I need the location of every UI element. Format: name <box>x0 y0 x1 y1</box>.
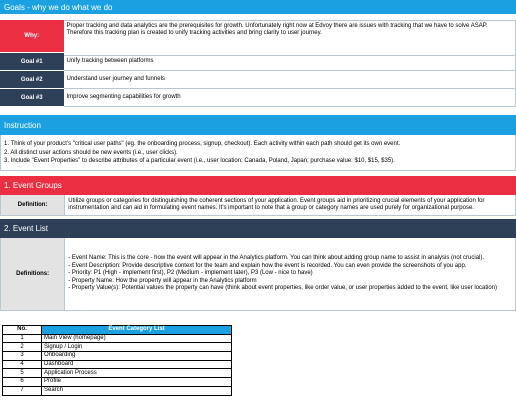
table-row <box>3 343 232 352</box>
event-groups-definition-text: Utilize groups or categories for distinguishing the coherent sections of your application. Event groups aid in prioritizing crucial elements of your application for instrumentation and can aid in formulating event names. It's important to note that a group or category names are used purely for organizational purpose. <box>65 195 516 216</box>
goal-3-label: Goal #3 <box>0 89 64 106</box>
category-name: Profile <box>42 378 232 387</box>
event-groups-definition-label: Definition: <box>0 195 65 216</box>
instruction-line-1: 1. Think of your product's "critical user paths" (eg. the onboarding process, signup, checkout). Each activity within each path should get its own event. <box>4 141 401 147</box>
category-no: 6 <box>3 378 42 387</box>
event-category-table <box>2 325 232 396</box>
definition-line-priority: - Priority: P1 (High - implement first), P2 (Medium - implement later), P3 (Low - nice to have) <box>68 270 313 277</box>
category-no: 2 <box>3 343 42 352</box>
goal-3-text: Improve segmenting capabilities for growth <box>64 89 516 107</box>
goals-header-text: Goals - why we do what we do <box>4 2 113 12</box>
instruction-header <box>0 115 516 135</box>
table-row <box>3 352 232 361</box>
instruction-line-2: 2. All distinct user actions should be new events (i.e., user clicks). <box>4 149 178 156</box>
category-name: Onboarding <box>42 352 232 361</box>
goals-header <box>0 0 516 14</box>
event-groups-header-text: 1. Event Groups <box>4 181 62 190</box>
category-name: Search <box>42 386 232 395</box>
table-row <box>3 378 232 387</box>
goal-2-text: Understand user journey and funnels <box>64 71 516 89</box>
col-no-header: No. <box>3 326 42 335</box>
instruction-body <box>0 135 516 171</box>
category-name: Main View (homepage) <box>42 334 232 343</box>
event-list-definitions-text <box>65 238 516 311</box>
goal-1-text: Unify tracking between platforms <box>64 53 516 71</box>
category-name: Application Process <box>42 369 232 378</box>
table-row <box>3 386 232 395</box>
goal-row-2 <box>0 71 516 88</box>
goals-why-row <box>0 20 516 52</box>
category-no: 4 <box>3 360 42 369</box>
instruction-line-3: 3. Include "Event Properties" to describe attributes of a particular event (i.e., user location: Canada, Poland, Japan; purchase value: $10, $15, $35). <box>4 158 395 165</box>
category-no: 3 <box>3 352 42 361</box>
goal-2-label: Goal #2 <box>0 71 64 88</box>
table-row <box>3 360 232 369</box>
category-no: 5 <box>3 369 42 378</box>
event-groups-header <box>0 176 516 195</box>
definition-line-property-values: - Property Value(s): Potential values the property can have (think about event properties, like order value, or user properties added to the event, like user location) <box>68 285 498 292</box>
category-no: 7 <box>3 386 42 395</box>
event-groups-row <box>0 195 516 215</box>
instruction-header-text: Instruction <box>4 120 41 130</box>
event-list-header <box>0 219 516 238</box>
definition-line-event-name: - Event Name: This is the core - how the event will appear in the Analytics platform. You can think about adding group name to assist in analysis (not crucial). <box>68 255 485 262</box>
event-list-definitions-label: Definitions: <box>0 238 65 311</box>
definition-line-property-name: - Property Name: How the property will appear in the Analytics platform <box>68 277 257 284</box>
col-category-header: Event Category List <box>42 326 232 335</box>
category-name: Dashboard <box>42 360 232 369</box>
goal-row-1 <box>0 53 516 70</box>
table-header-row <box>3 326 232 335</box>
category-no: 1 <box>3 334 42 343</box>
goal-row-3 <box>0 89 516 106</box>
definition-line-event-description: - Event Description: Provide descriptive context for the team and explain how the event is recorded. You can even provide the screenshots of you app. <box>68 262 467 269</box>
event-list-header-text: 2. Event List <box>4 224 49 233</box>
event-list-row <box>0 238 516 310</box>
why-label: Why: <box>0 20 64 52</box>
goal-1-label: Goal #1 <box>0 53 64 70</box>
category-name: Signup / Login <box>42 343 232 352</box>
table-row <box>3 369 232 378</box>
table-row <box>3 334 232 343</box>
why-text: Proper tracking and data analytics are the prerequisites for growth. Unfortunately right now at Edvoy there are issues with tracking that we have to solve ASAP. Therefore this tracking plan is created to unify tracking activities and bring clarity to user journey. <box>64 20 516 56</box>
